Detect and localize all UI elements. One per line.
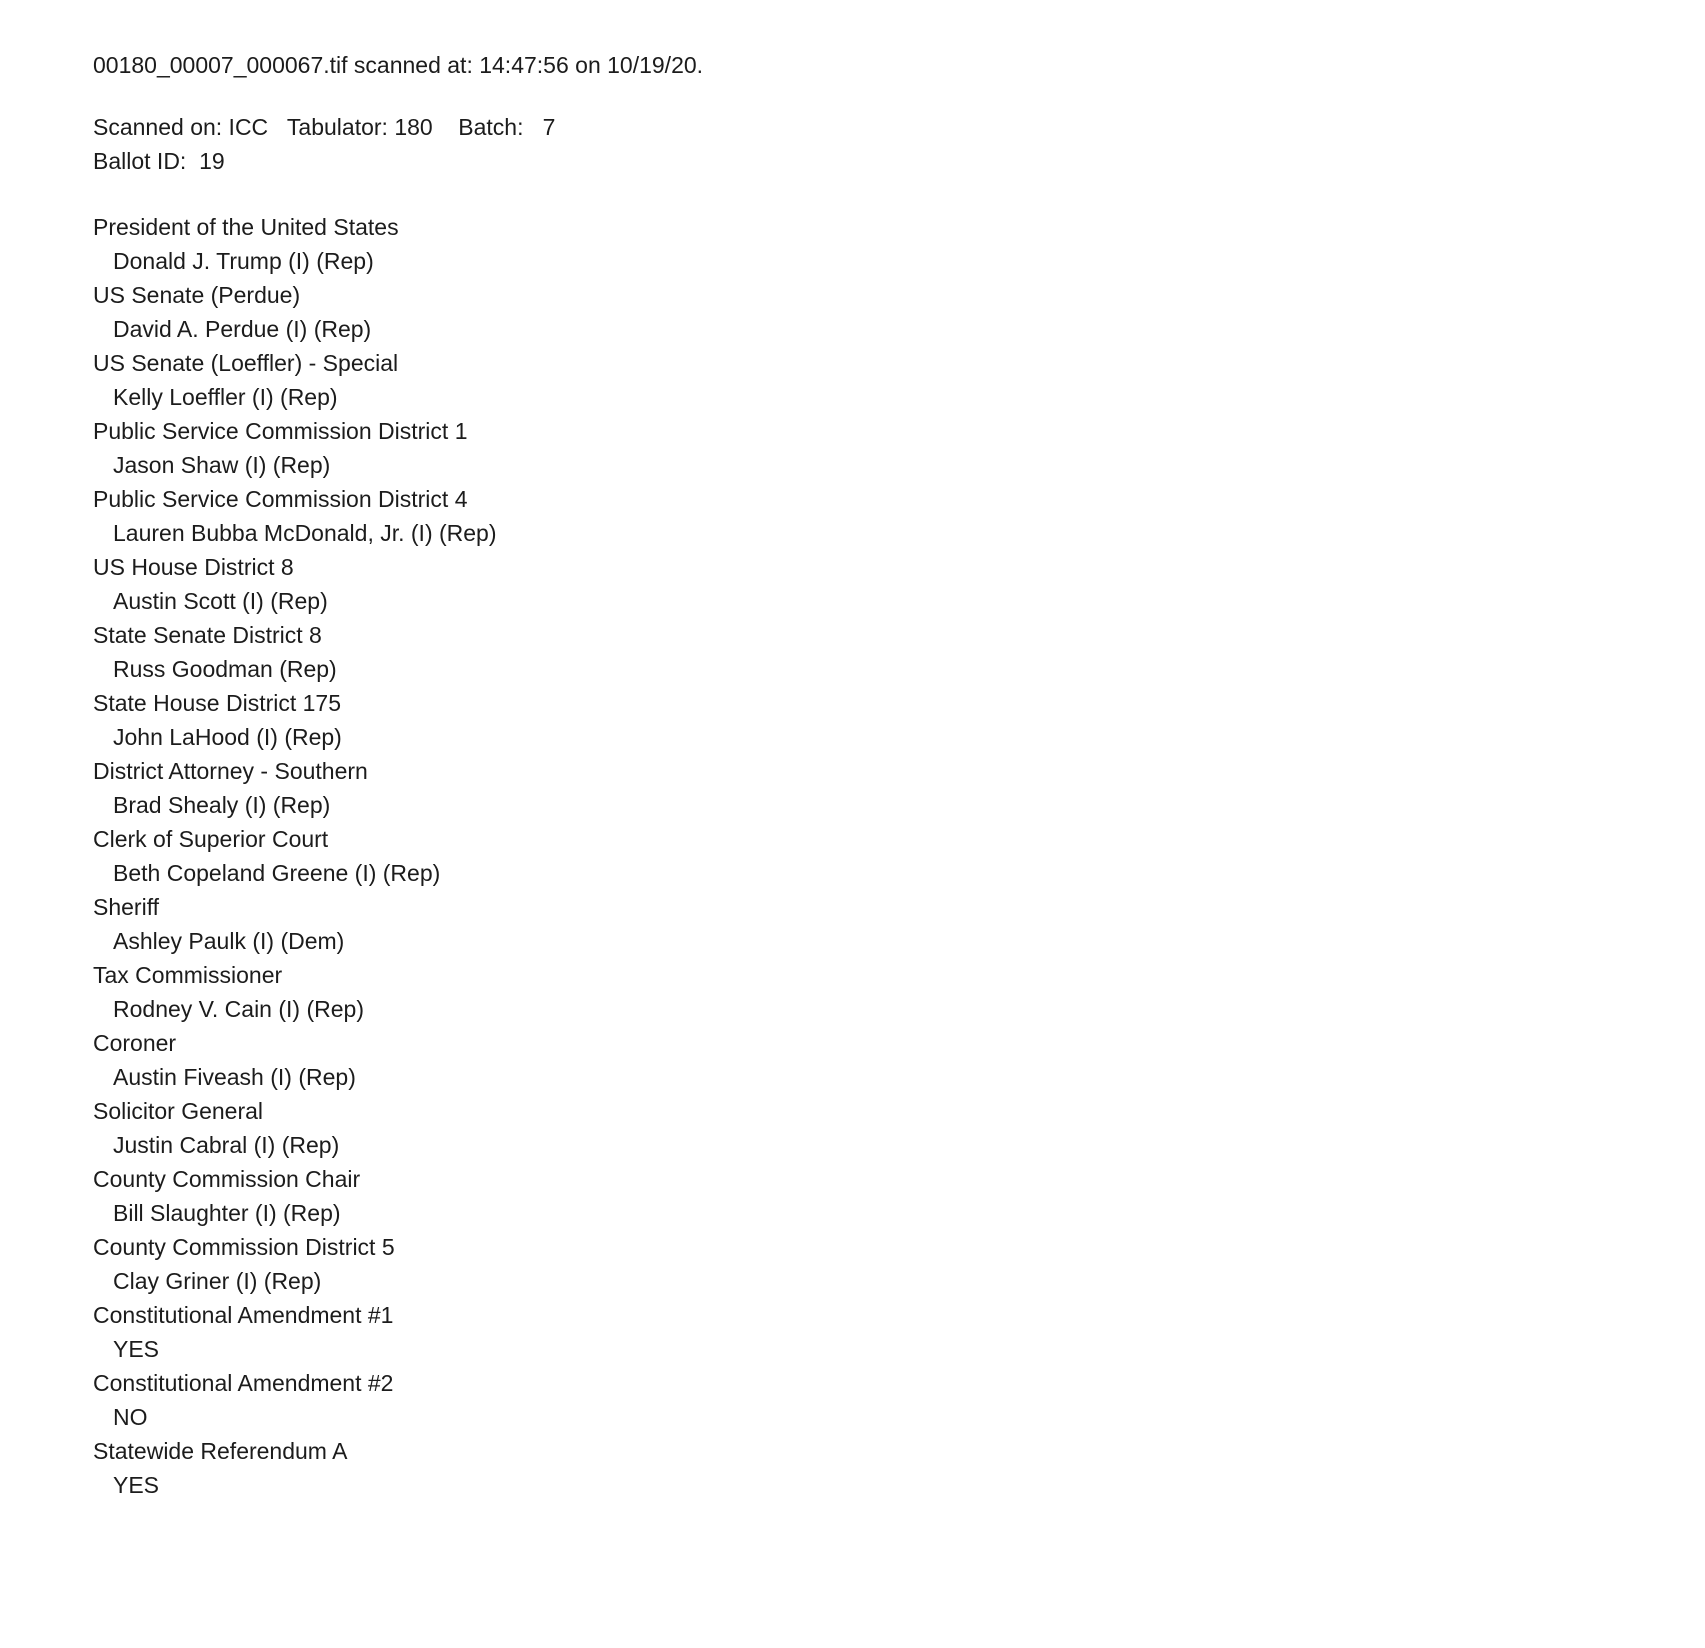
contest-entry: [93, 550, 1645, 618]
contest-choice: Bill Slaughter (I) (Rep): [113, 1200, 341, 1226]
contest-title: County Commission Chair: [93, 1166, 361, 1192]
contest-entry: [93, 822, 1645, 890]
contest-entry: [93, 1298, 1645, 1366]
contest-choice: YES: [113, 1336, 160, 1362]
contest-choice: Donald J. Trump (I) (Rep): [113, 248, 374, 274]
contest-entry: [93, 1366, 1645, 1434]
contest-title: County Commission District 5: [93, 1234, 395, 1260]
contest-choice: Jason Shaw (I) (Rep): [113, 452, 331, 478]
contest-title: US House District 8: [93, 554, 294, 580]
contest-choice: Kelly Loeffler (I) (Rep): [113, 384, 338, 410]
contest-choice: John LaHood (I) (Rep): [113, 724, 342, 750]
contest-choice: Beth Copeland Greene (I) (Rep): [113, 860, 441, 886]
contest-title: Public Service Commission District 4: [93, 486, 468, 512]
contest-choice: Russ Goodman (Rep): [113, 656, 337, 682]
contest-title: District Attorney - Southern: [93, 758, 368, 784]
contest-entry: [93, 754, 1645, 822]
contest-title: US Senate (Perdue): [93, 282, 301, 308]
contest-title: Clerk of Superior Court: [93, 826, 329, 852]
contest-choice: Lauren Bubba McDonald, Jr. (I) (Rep): [113, 520, 497, 546]
contest-title: State House District 175: [93, 690, 342, 716]
contest-entry: [93, 890, 1645, 958]
contest-choice: YES: [113, 1472, 160, 1498]
contest-choice: Rodney V. Cain (I) (Rep): [113, 996, 364, 1022]
contest-entry: [93, 1230, 1645, 1298]
contest-title: Sheriff: [93, 894, 160, 920]
contest-entry: [93, 1162, 1645, 1230]
contest-entry: [93, 482, 1645, 550]
contest-entry: [93, 346, 1645, 414]
contest-choice: Austin Fiveash (I) (Rep): [113, 1064, 356, 1090]
contest-choice: Austin Scott (I) (Rep): [113, 588, 328, 614]
contest-title: Coroner: [93, 1030, 177, 1056]
contest-entry: [93, 210, 1645, 278]
contest-entry: [93, 1434, 1645, 1502]
scan-info-line: Scanned on: ICC Tabulator: 180 Batch: 7: [93, 114, 556, 140]
contest-title: Statewide Referendum A: [93, 1438, 348, 1464]
contest-entry: [93, 618, 1645, 686]
ballot-id-line: Ballot ID: 19: [93, 148, 225, 174]
contest-choice: NO: [113, 1404, 148, 1430]
contest-entry: [93, 414, 1645, 482]
scanned-ballot-report: [93, 48, 1645, 1502]
contest-title: President of the United States: [93, 214, 399, 240]
contest-title: Solicitor General: [93, 1098, 264, 1124]
contest-choice: Brad Shealy (I) (Rep): [113, 792, 331, 818]
contest-title: Public Service Commission District 1: [93, 418, 468, 444]
contest-entry: [93, 1094, 1645, 1162]
contest-entry: [93, 958, 1645, 1026]
contest-title: Constitutional Amendment #1: [93, 1302, 394, 1328]
contest-entry: [93, 686, 1645, 754]
contest-choice: Justin Cabral (I) (Rep): [113, 1132, 340, 1158]
contest-title: State Senate District 8: [93, 622, 322, 648]
contest-choice: Ashley Paulk (I) (Dem): [113, 928, 345, 954]
contest-choice: Clay Griner (I) (Rep): [113, 1268, 322, 1294]
contest-title: Tax Commissioner: [93, 962, 283, 988]
contest-entry: [93, 1026, 1645, 1094]
contest-list: [93, 210, 1645, 1502]
contest-title: US Senate (Loeffler) - Special: [93, 350, 399, 376]
file-scan-header: 00180_00007_000067.tif scanned at: 14:47:56 on 10/19/20.: [93, 52, 704, 78]
contest-choice: David A. Perdue (I) (Rep): [113, 316, 372, 342]
contest-entry: [93, 278, 1645, 346]
contest-title: Constitutional Amendment #2: [93, 1370, 394, 1396]
